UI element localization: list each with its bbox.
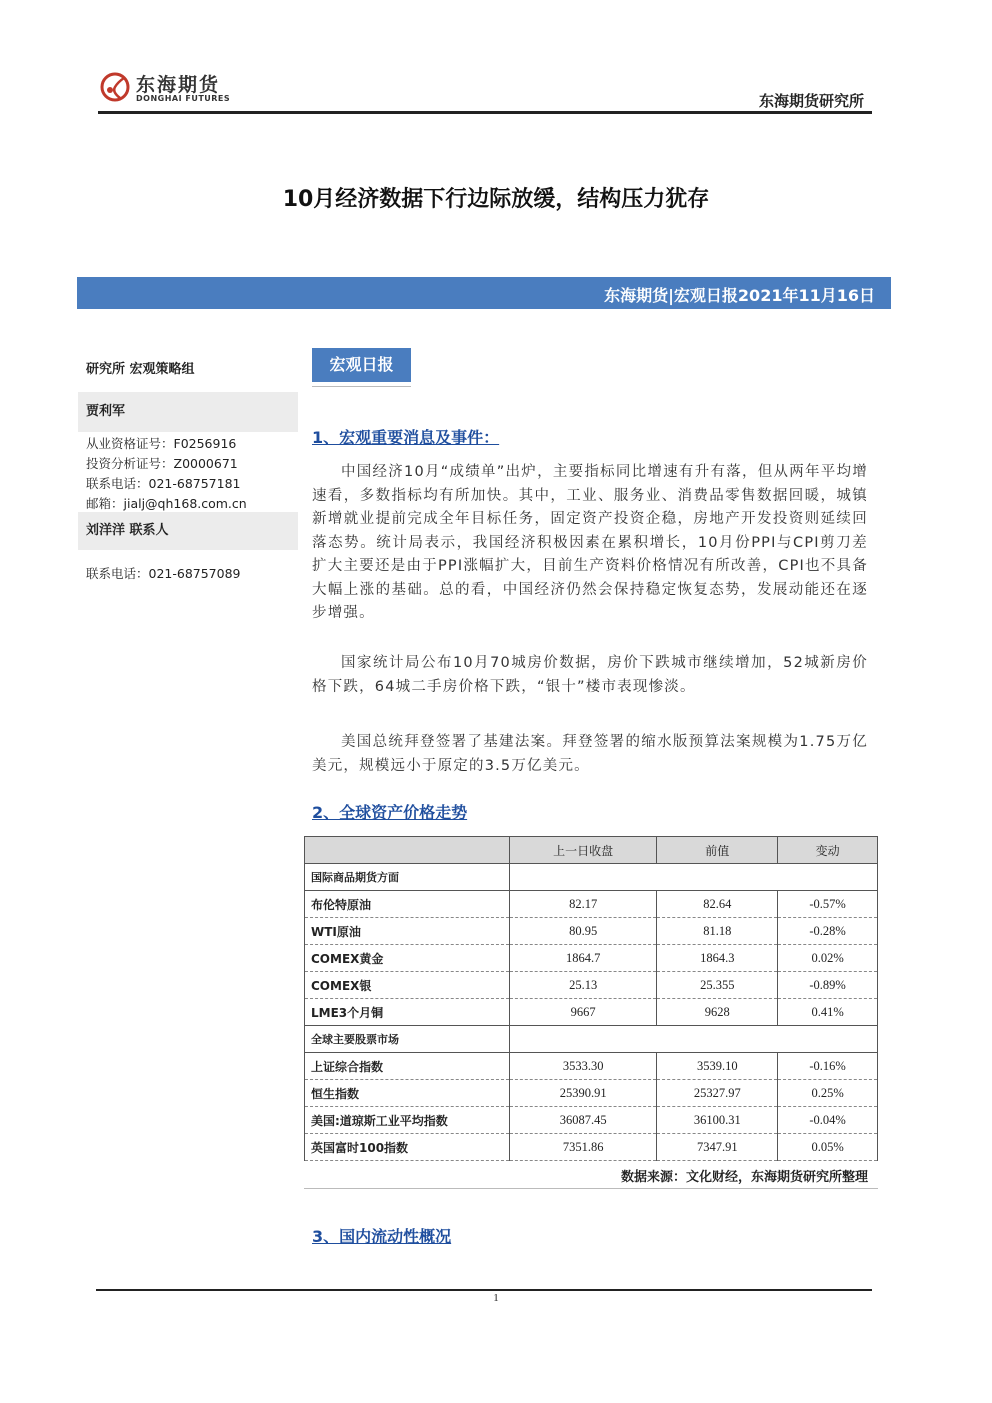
section-heading-liquidity: 3、国内流动性概况 [312,1227,452,1246]
paragraph-infrastructure: 美国总统拜登签署了基建法案。拜登签署的缩水版预算法案规模为1.75万亿美元，规模远小于原定的3.5万亿美元。 [312,734,868,774]
table-row [305,1080,878,1107]
analyst2-name: 刘洋洋 联系人 [86,523,169,538]
row-label: 英国富时100指数 [305,1134,510,1161]
row-label: 美国:道琼斯工业平均指数 [305,1107,510,1134]
table-row [305,1134,878,1161]
row-prior: 81.18 [657,918,778,945]
table-header-corner [305,837,510,864]
analyst1-email[interactable]: 邮箱：jialj@qh168.com.cn [86,496,247,511]
table-row [305,1053,878,1080]
col-header-change: 变动 [778,837,878,864]
company-logo [98,68,233,108]
row-close: 3533.30 [510,1053,657,1080]
row-change: 0.25% [778,1080,878,1107]
table-header-row [305,837,878,864]
table-row [305,918,878,945]
tag-underline [312,386,411,387]
group-label: 全球主要股票市场 [305,1026,510,1053]
row-close: 9667 [510,999,657,1026]
row-prior: 9628 [657,999,778,1026]
row-label: WTI原油 [305,918,510,945]
row-change: 0.02% [778,945,878,972]
row-close: 36087.45 [510,1107,657,1134]
row-prior: 25327.97 [657,1080,778,1107]
analyst1-cert: 从业资格证号：F0256916 [86,436,237,451]
logo-text-cn: 东海期货 [136,74,221,96]
table-row [305,972,878,999]
dragon-logo-icon [98,68,132,106]
row-prior: 82.64 [657,891,778,918]
row-prior: 36100.31 [657,1107,778,1134]
banner-text: 东海期货|宏观日报2021年11月16日 [604,286,875,305]
row-prior: 1864.3 [657,945,778,972]
group-filler [510,1026,878,1053]
table-group-row [305,1026,878,1053]
row-close: 25.13 [510,972,657,999]
section-heading-assets: 2、全球资产价格走势 [312,803,468,822]
analyst2-phone: 联系电话：021-68757089 [86,566,241,581]
col-header-prior: 前值 [657,837,778,864]
section-heading-news: 1、宏观重要消息及事件： [312,428,500,447]
row-close: 82.17 [510,891,657,918]
row-change: 0.41% [778,999,878,1026]
row-change: -0.89% [778,972,878,999]
table-row [305,945,878,972]
institute-name: 东海期货研究所 [758,92,864,110]
paragraph-economy: 中国经济10月“成绩单”出炉，主要指标同比增速有升有落，但从两年平均增速看，多数指标均有所加快。其中，工业、服务业、消费品零售数据回暖，城镇新增就业提前完成全年目标任务，固定资产投资企稳，房地产开发投资则延续回落态势。统计局表示，我国经济积极因素在累积增长，10月份PPI与CPI剪刀差扩大主要还是由于PPI涨幅扩大，目前生产资料价格情况有所改善，CPI也不具备大幅上涨的基础。总的看，中国经济仍然会保持稳定恢复态势，发展动能还在逐步增强。 [312,464,868,621]
analyst1-info [86,434,298,514]
asset-price-table [304,836,878,1161]
analyst1-name-box [78,392,298,432]
sidebar-dept: 研究所 宏观策略组 [86,362,195,377]
row-change: -0.16% [778,1053,878,1080]
group-label: 国际商品期货方面 [305,864,510,891]
document-title: 10月经济数据下行边际放缓，结构压力犹存 [282,187,710,212]
table-bottom-divider [304,1188,878,1189]
row-change: -0.28% [778,918,878,945]
row-close: 80.95 [510,918,657,945]
row-close: 1864.7 [510,945,657,972]
data-source-note: 数据来源：文化财经，东海期货研究所整理 [620,1170,868,1185]
row-label: 恒生指数 [305,1080,510,1107]
logo-text-en: DONGHAI FUTURES [136,94,231,103]
row-label: LME3个月铜 [305,999,510,1026]
group-filler [510,864,878,891]
report-type-tag: 宏观日报 [312,348,411,382]
analyst1-phone: 联系电话：021-68757181 [86,476,241,491]
row-label: 布伦特原油 [305,891,510,918]
row-label: COMEX黄金 [305,945,510,972]
row-prior: 7347.91 [657,1134,778,1161]
header-divider [98,111,872,114]
paragraph-housing: 国家统计局公布10月70城房价数据，房价下跌城市继续增加，52城新房价格下跌，64城二手房价格下跌，“银十”楼市表现惨淡。 [312,655,868,695]
row-close: 7351.86 [510,1134,657,1161]
footer-divider [96,1289,872,1291]
report-banner [77,277,891,309]
row-prior: 3539.10 [657,1053,778,1080]
row-label: COMEX银 [305,972,510,999]
col-header-prev-close: 上一日收盘 [510,837,657,864]
table-row [305,1107,878,1134]
table-group-row [305,864,878,891]
row-prior: 25.355 [657,972,778,999]
row-change: -0.57% [778,891,878,918]
analyst1-name: 贾利军 [86,404,126,419]
row-label: 上证综合指数 [305,1053,510,1080]
row-change: -0.04% [778,1107,878,1134]
row-close: 25390.91 [510,1080,657,1107]
table-row [305,891,878,918]
analyst1-invest-cert: 投资分析证号：Z0000671 [86,456,238,471]
analyst2-name-box [78,512,298,550]
page-number: 1 [493,1292,499,1304]
row-change: 0.05% [778,1134,878,1161]
table-row [305,999,878,1026]
